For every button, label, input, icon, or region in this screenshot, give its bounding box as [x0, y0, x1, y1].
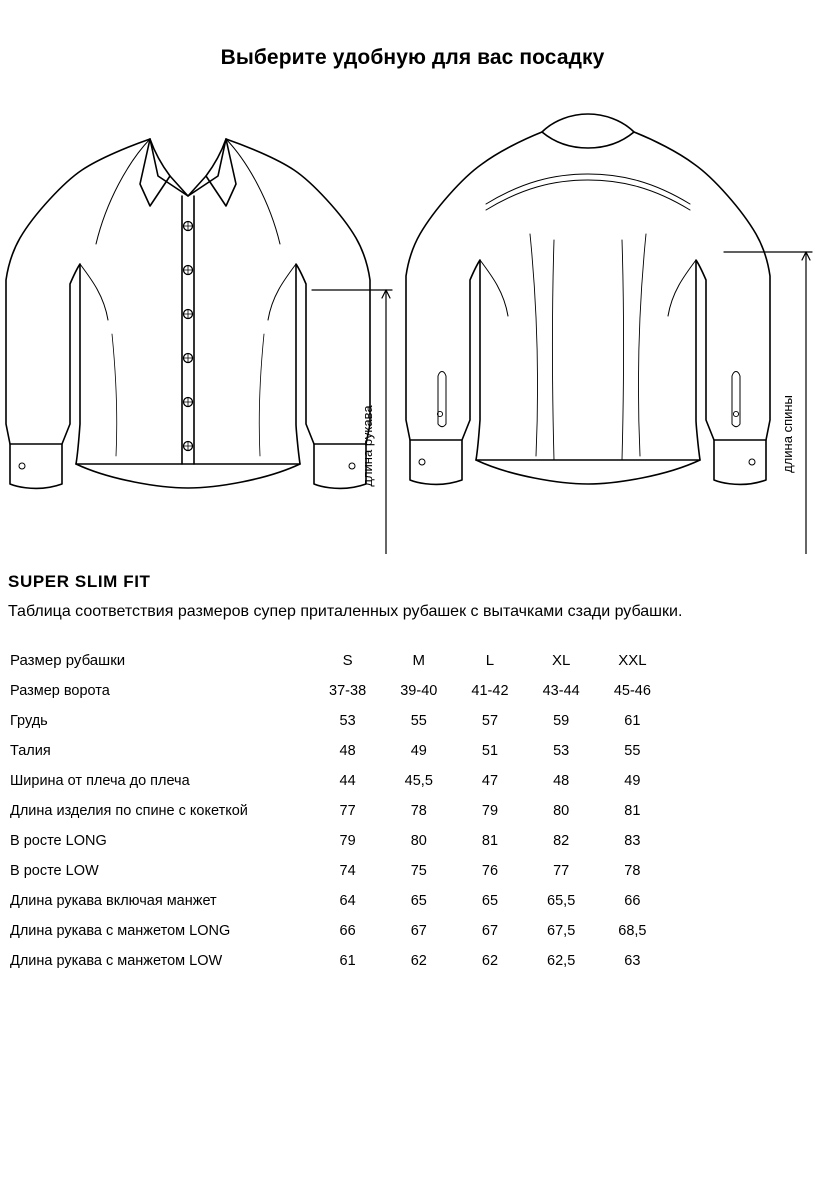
- table-row: [8, 826, 668, 856]
- cell-value: 80: [553, 803, 570, 820]
- front-sleeve-measure: [312, 290, 392, 554]
- fit-description-block: [0, 572, 825, 623]
- row-label: В росте LONG: [10, 833, 107, 850]
- cell-value: 39-40: [400, 683, 438, 700]
- cell-value: 55: [624, 743, 641, 760]
- shirt-front-icon: [6, 139, 370, 488]
- table-row: [8, 706, 668, 736]
- fit-description: Таблица соответствия размеров супер приталенных рубашек с вытачками сзади рубашки.: [8, 603, 683, 620]
- cell-value: 65: [481, 893, 499, 910]
- table-row: [8, 886, 668, 916]
- cell-value: 49: [410, 743, 427, 760]
- cell-value: 57: [481, 713, 499, 730]
- shirt-illustration: [0, 84, 825, 554]
- row-label: Талия: [10, 743, 51, 760]
- cell-value: 48: [339, 743, 356, 760]
- cell-value: 43-44: [542, 683, 580, 700]
- cell-value: 81: [481, 833, 499, 850]
- size-table-body: [8, 645, 668, 976]
- cell-value: 81: [624, 803, 641, 820]
- cell-value: 48: [553, 773, 570, 790]
- table-row: [8, 736, 668, 766]
- cell-value: 51: [481, 743, 499, 760]
- cell-value: 45,5: [404, 773, 433, 790]
- cell-value: 67,5: [547, 923, 576, 940]
- cell-value: 47: [481, 773, 499, 790]
- table-row: [8, 916, 668, 946]
- cell-value: 78: [624, 863, 641, 880]
- cell-value: 62: [410, 953, 427, 970]
- column-header-s: S: [342, 652, 353, 670]
- row-label: Размер ворота: [10, 683, 110, 700]
- cell-value: 77: [339, 803, 356, 820]
- cell-value: 63: [624, 953, 641, 970]
- cell-value: 80: [410, 833, 427, 850]
- cell-value: 45-46: [613, 683, 651, 700]
- row-label: Длина рукава с манжетом LOW: [10, 953, 223, 970]
- cell-value: 79: [481, 803, 499, 820]
- cell-value: 55: [410, 713, 427, 730]
- cell-value: 82: [553, 833, 570, 850]
- cell-value: 75: [410, 863, 427, 880]
- row-label: Грудь: [10, 713, 48, 730]
- size-table: [8, 645, 668, 976]
- cell-value: 67: [410, 923, 427, 940]
- cell-value: 76: [481, 863, 499, 880]
- back-length-label: длина спины: [780, 395, 795, 473]
- cell-value: 68,5: [618, 923, 647, 940]
- cell-value: 61: [339, 953, 356, 970]
- table-row: [8, 856, 668, 886]
- cell-value: 65,5: [547, 893, 576, 910]
- cell-value: 53: [339, 713, 356, 730]
- page-title: Выберите удобную для вас посадку: [220, 46, 605, 69]
- cell-value: 66: [624, 893, 641, 910]
- cell-value: 67: [481, 923, 499, 940]
- cell-value: 37-38: [329, 683, 367, 700]
- column-header-xl: XL: [551, 652, 571, 670]
- cell-value: 83: [624, 833, 641, 850]
- table-header-row: [8, 645, 668, 676]
- row-label: Длина рукава с манжетом LONG: [10, 923, 231, 940]
- cell-value: 74: [339, 863, 356, 880]
- cell-value: 62,5: [547, 953, 576, 970]
- table-row: [8, 766, 668, 796]
- back-length-measure: [724, 252, 812, 554]
- cell-value: 49: [624, 773, 641, 790]
- row-label: В росте LOW: [10, 863, 99, 880]
- table-row: [8, 676, 668, 706]
- cell-value: 64: [339, 893, 356, 910]
- cell-value: 41-42: [471, 683, 509, 700]
- cell-value: 53: [553, 743, 570, 760]
- cell-value: 61: [624, 713, 641, 730]
- table-row: [8, 946, 668, 976]
- table-header-label: Размер рубашки: [10, 652, 126, 670]
- cell-value: 66: [339, 923, 356, 940]
- shirt-back-icon: [406, 114, 770, 484]
- row-label: Длина рукава включая манжет: [10, 893, 217, 910]
- row-label: Ширина от плеча до плеча: [10, 773, 190, 790]
- table-row: [8, 796, 668, 826]
- column-header-xxl: XXL: [618, 652, 647, 670]
- column-header-m: M: [412, 652, 426, 670]
- column-header-l: L: [485, 652, 495, 670]
- row-label: Длина изделия по спине с кокеткой: [10, 803, 248, 820]
- cell-value: 44: [339, 773, 356, 790]
- cell-value: 59: [553, 713, 570, 730]
- cell-value: 62: [481, 953, 499, 970]
- cell-value: 65: [410, 893, 427, 910]
- fit-name: SUPER SLIM FIT: [8, 572, 151, 591]
- front-sleeve-label: длина рукава: [360, 405, 375, 487]
- cell-value: 77: [553, 863, 570, 880]
- cell-value: 78: [410, 803, 427, 820]
- cell-value: 79: [339, 833, 356, 850]
